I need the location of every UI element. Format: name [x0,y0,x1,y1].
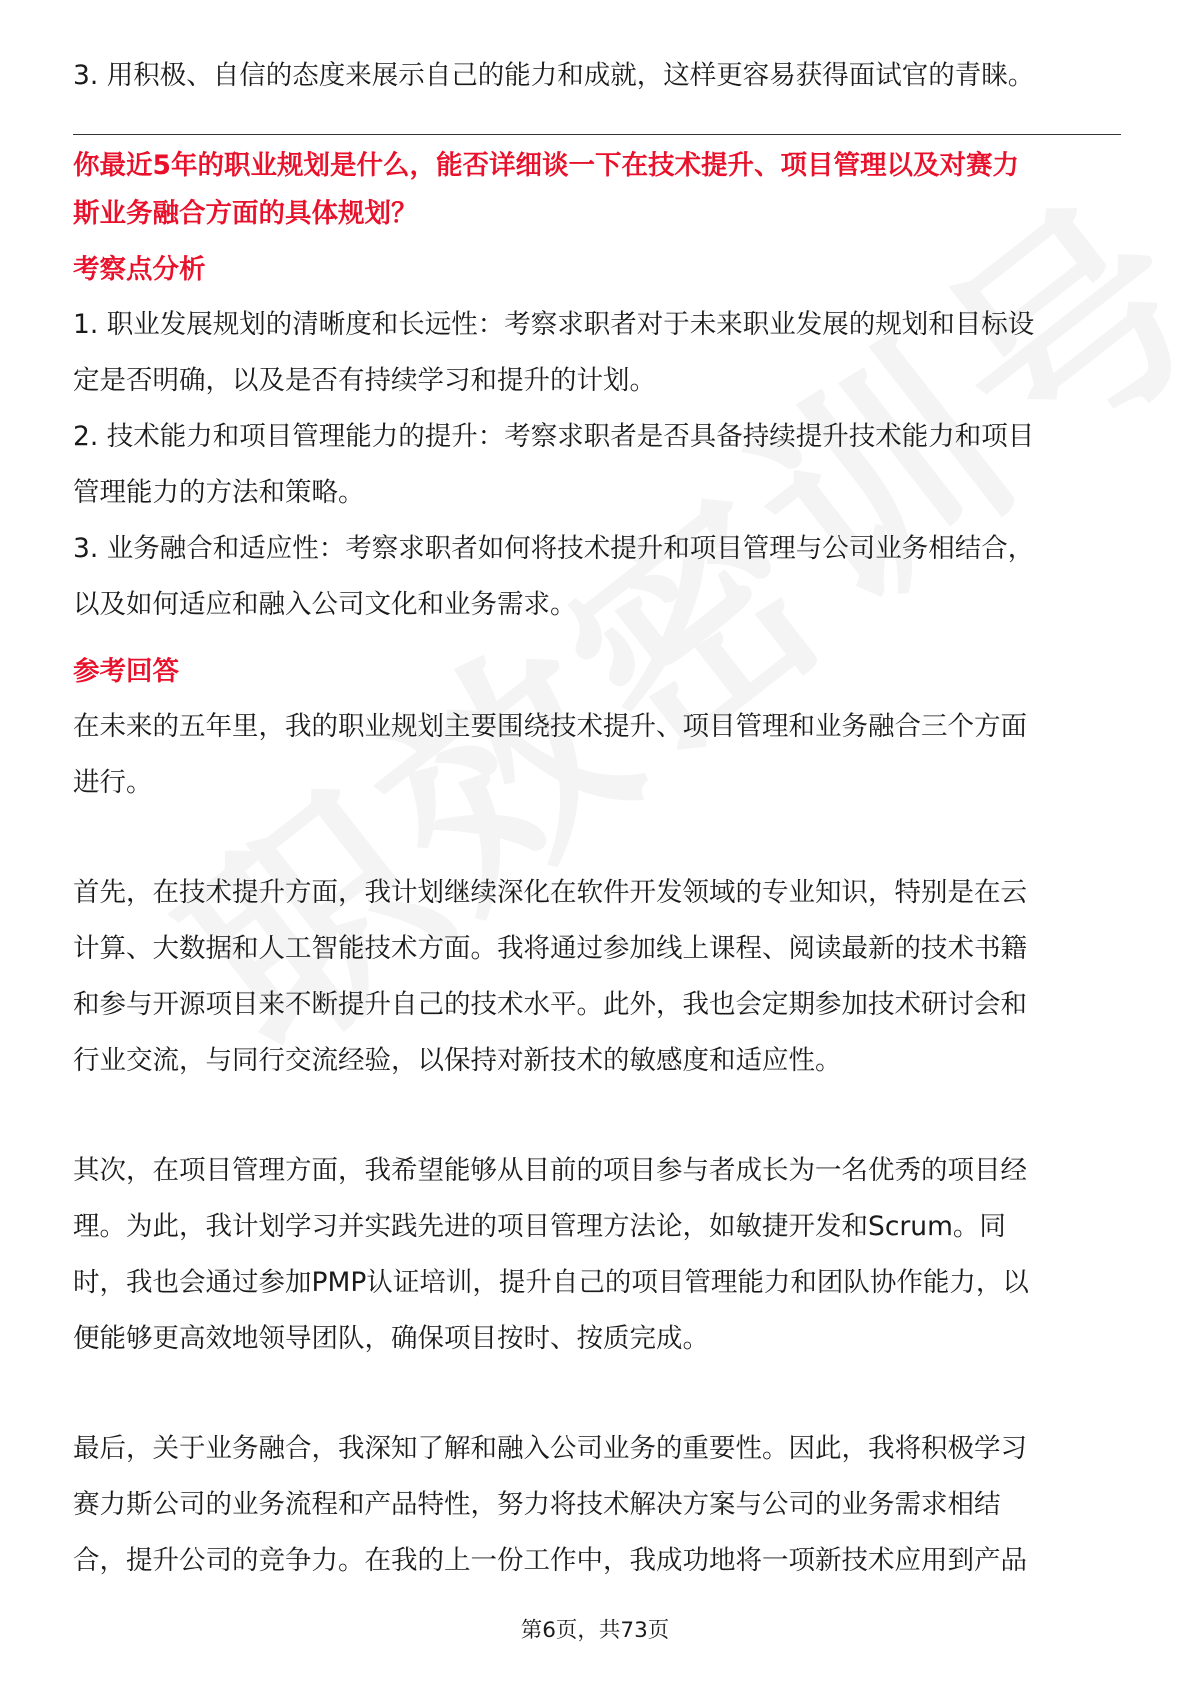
analysis-line: 以及如何适应和融入公司文化和业务需求。 [73,589,577,620]
top-list-item: 3. 用积极、自信的态度来展示自己的能力和成就，这样更容易获得面试官的青睐。 [73,60,1035,91]
answer-paragraph [73,865,1121,1089]
section-divider [73,134,1121,135]
analysis-line: 3. 业务融合和适应性：考察求职者如何将技术提升和项目管理与公司业务相结合， [73,533,1035,564]
answer-paragraph [73,1143,1121,1367]
analysis-line: 管理能力的方法和策略。 [73,477,365,508]
page-number: 第6页，共73页 [520,1618,670,1643]
analysis-line: 定是否明确，以及是否有持续学习和提升的计划。 [73,365,656,396]
answer-line: 和参与开源项目来不断提升自己的技术水平。此外，我也会定期参加技术研讨会和 [73,989,1027,1020]
answer-line: 时，我也会通过参加PMP认证培训，提升自己的项目管理能力和团队协作能力，以 [73,1267,1029,1298]
answer-paragraph [73,1421,1121,1589]
answer-line: 行业交流，与同行交流经验，以保持对新技术的敏感度和适应性。 [73,1045,842,1076]
answer-line: 其次，在项目管理方面，我希望能够从目前的项目参与者成长为一名优秀的项目经 [73,1155,1027,1186]
answer-paragraph [73,699,1121,811]
answer-line: 进行。 [73,767,153,798]
analysis-line: 2. 技术能力和项目管理能力的提升：考察求职者是否具备持续提升技术能力和项目 [73,421,1035,452]
question-line: 你最近5年的职业规划是什么，能否详细谈一下在技术提升、项目管理以及对赛力 [73,150,1019,181]
answer-line: 便能够更高效地领导团队，确保项目按时、按质完成。 [73,1323,709,1354]
analysis-heading: 考察点分析 [73,254,206,285]
analysis-point [73,297,1121,409]
answer-line: 计算、大数据和人工智能技术方面。我将通过参加线上课程、阅读最新的技术书籍 [73,933,1027,964]
question-line: 斯业务融合方面的具体规划？ [73,198,418,229]
answer-line: 合，提升公司的竞争力。在我的上一份工作中，我成功地将一项新技术应用到产品 [73,1545,1027,1576]
analysis-point [73,521,1121,633]
answer-line: 最后，关于业务融合，我深知了解和融入公司业务的重要性。因此，我将积极学习 [73,1433,1027,1464]
answer-line: 赛力斯公司的业务流程和产品特性，努力将技术解决方案与公司的业务需求相结 [73,1489,1001,1520]
interview-question [73,147,1121,232]
page-content [73,48,1121,1589]
answer-heading: 参考回答 [73,656,179,687]
analysis-line: 1. 职业发展规划的清晰度和长远性：考察求职者对于未来职业发展的规划和目标设 [73,309,1035,340]
answer-line: 在未来的五年里，我的职业规划主要围绕技术提升、项目管理和业务融合三个方面 [73,711,1027,742]
analysis-point [73,409,1121,521]
answer-line: 理。为此，我计划学习并实践先进的项目管理方法论，如敏捷开发和Scrum。同 [73,1211,1006,1242]
answer-line: 首先，在技术提升方面，我计划继续深化在软件开发领域的专业知识，特别是在云 [73,877,1027,908]
